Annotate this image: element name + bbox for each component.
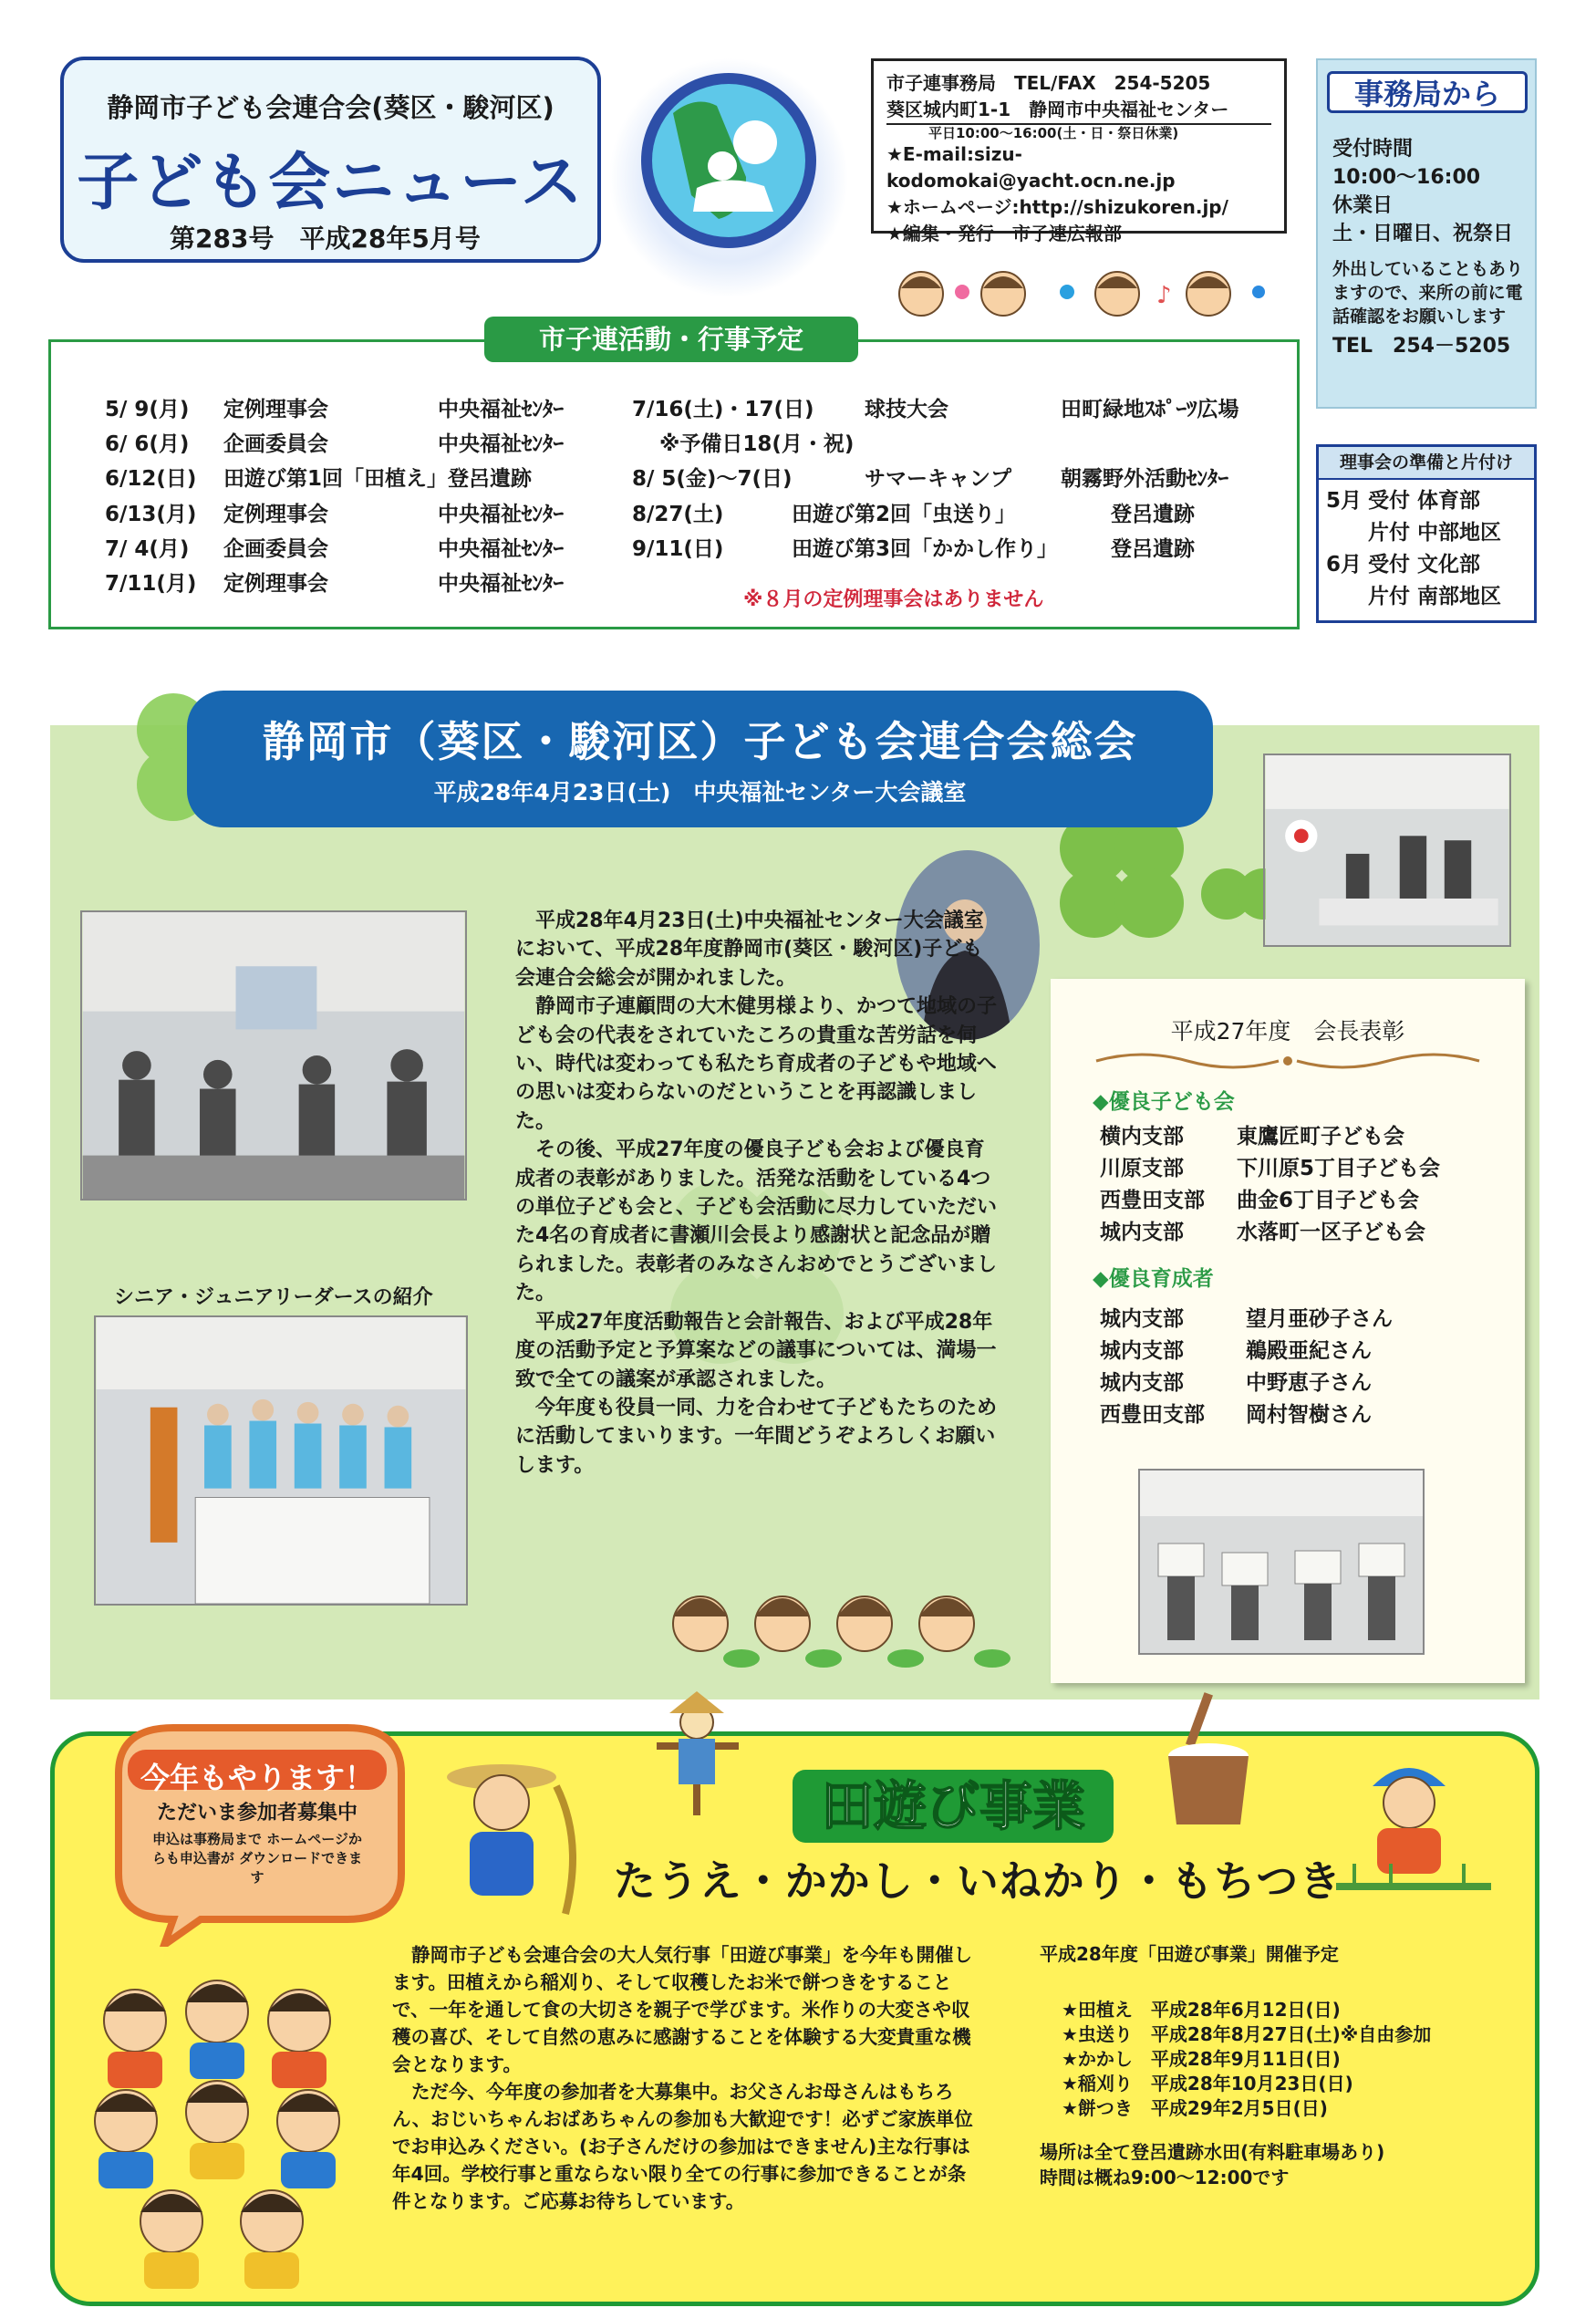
svg-text:♪: ♪ bbox=[1156, 282, 1172, 309]
schedule-row: 7/16(土)・17(日) 球技大会 田町緑地ｽﾎﾟｰﾂ広場 bbox=[632, 398, 1239, 421]
call-ahead-note: 外出していることもありますので、来所の前に電話確認をお願いします bbox=[1332, 259, 1524, 327]
tasobi-event: ★田植え 平成28年6月12日(日) bbox=[1062, 1999, 1341, 2021]
general-meeting-article bbox=[515, 907, 999, 1480]
meeting-hall-photo bbox=[80, 910, 467, 1201]
tasobi-event: ★かかし 平成28年9月11日(日) bbox=[1062, 2048, 1341, 2070]
award-title: 平成27年度 会長表彰 bbox=[1170, 1018, 1405, 1045]
general-meeting-title: 静岡市（葵区・駿河区）子ども会連合会総会 bbox=[262, 717, 1138, 766]
general-meeting-date: 平成28年4月23日(土) 中央福祉センター大会議室 bbox=[433, 779, 967, 806]
article-paragraph: 今年度も役員一同、力を合わせて子どもたちのために活動してまいります。一年間どうぞよろしくお願いします。 bbox=[515, 1396, 998, 1477]
schedule-row: 7/11(月) 定例理事会 中央福祉ｾﾝﾀｰ bbox=[105, 572, 564, 596]
prep-row: 5月 受付 体育部 bbox=[1326, 489, 1481, 513]
hours-value: 10:00～16:00 bbox=[1332, 166, 1481, 189]
article-paragraph: ただ今、今年度の参加者を大募集中。お父さんお母さんはもちろん、おじいちゃんおばあちゃんの参加も大歓迎です！必ずご家族単位でお申込みください。(お子さんだけの参加はできません)主な行事は年4回。学校行事と重ならない限り全ての行事に参加できることが条件となります。ご応募お待ちしています。 bbox=[392, 2081, 973, 2212]
schedule-row: 8/ 5(金)～7(日) サマーキャンプ 朝霧野外活動ｾﾝﾀｰ bbox=[632, 467, 1228, 491]
bubble-note: 申込は事務局まで ホームページからも申込書が ダウンロードできます bbox=[151, 1831, 363, 1886]
office-notice-heading: 事務局から bbox=[1327, 71, 1528, 113]
closed-label: 休業日 bbox=[1332, 194, 1394, 217]
schedule-row: 8/27(土) 田遊び第2回「虫送り」 登呂遺跡 bbox=[632, 503, 1195, 526]
article-paragraph: 静岡市子ども会連合会の大人気行事「田遊び事業」を今年も開催します。田植えから稲刈り、そして収穫したお米で餅つきをすることで、一年を通して食の大切さを親子で学びます。米作りの大変さや収穫の喜び、そして自然の恵みに感謝することを体験する大変貴重な機会となります。 bbox=[392, 1944, 972, 2075]
schedule-row: 7/ 4(月) 企画委員会 中央福祉ｾﾝﾀｰ bbox=[105, 537, 564, 561]
children-faces-decoration bbox=[894, 265, 1277, 319]
closed-value: 土・日曜日、祝祭日 bbox=[1332, 223, 1514, 245]
office-info bbox=[871, 58, 1287, 244]
newsletter-title: 子ども会ニュース bbox=[77, 147, 585, 219]
tasobi-event: ★稲刈り 平成28年10月23日(日) bbox=[1062, 2073, 1353, 2095]
office-hours: 平日10:00～16:00(土・日・祭日休業) bbox=[928, 125, 1179, 141]
schedule-row: 5/ 9(月) 定例理事会 中央福祉ｾﾝﾀｰ bbox=[105, 398, 564, 421]
hours-label: 受付時間 bbox=[1332, 138, 1414, 161]
award-entry: 横内支部 東鷹匠町子ども会 bbox=[1100, 1125, 1404, 1149]
schedule-title: 市子連活動・行事予定 bbox=[484, 317, 858, 362]
farmer-illustration bbox=[429, 1750, 611, 1923]
tasobi-title bbox=[789, 1766, 1117, 1846]
award-entry: 川原支部 下川原5丁目子ども会 bbox=[1100, 1157, 1441, 1180]
schedule-note: ※８月の定例理事会はありません bbox=[743, 588, 1044, 611]
award-entry: 城内支部 鵜殿亜紀さん bbox=[1100, 1339, 1372, 1363]
award-group-leaders: ◆優良育成者 bbox=[1093, 1267, 1214, 1291]
board-prep-box bbox=[1316, 444, 1537, 623]
office-editor: ★編集・発行 市子連広報部 bbox=[886, 223, 1122, 244]
general-meeting-banner bbox=[187, 691, 1213, 827]
rice-planting-boy-illustration bbox=[1336, 1750, 1491, 1905]
cheering-children-illustration bbox=[71, 1957, 372, 2294]
leaders-introduction-photo bbox=[94, 1315, 468, 1606]
prep-row: 片付 中部地区 bbox=[1368, 521, 1502, 545]
ornament-divider bbox=[1087, 1048, 1488, 1074]
award-entry: 城内支部 水落町一区子ども会 bbox=[1100, 1221, 1425, 1244]
tasobi-title-text: 田遊び事業 bbox=[820, 1775, 1086, 1837]
tasobi-schedule-title: 平成28年度「田遊び事業」開催予定 bbox=[1040, 1943, 1339, 1965]
award-card bbox=[1051, 979, 1525, 1683]
award-group-clubs: ◆優良子ども会 bbox=[1093, 1090, 1235, 1114]
org-name: 静岡市子ども会連合会(葵区・駿河区) bbox=[107, 92, 554, 123]
article-paragraph: 静岡市子連顧問の大木健男様より、かつて地域の子ども会の代表をされていたころの貴重な苦労話を伺い、時代は変わっても私たち育成者の子どもや地域への思いは変わらないのだということを再認識しました。 bbox=[515, 995, 998, 1133]
office-email[interactable]: ★E-mail:sizu-kodomokai@yacht.ocn.ne.jp bbox=[886, 143, 1176, 192]
tasobi-event: ★虫送り 平成28年8月27日(土)※自由参加 bbox=[1062, 2023, 1432, 2045]
schedule-row: 6/13(月) 定例理事会 中央福祉ｾﾝﾀｰ bbox=[105, 503, 564, 526]
board-prep-heading: 理事会の準備と片付け bbox=[1319, 447, 1534, 480]
prep-row: 片付 南部地区 bbox=[1368, 585, 1502, 608]
schedule-row: 6/ 6(月) 企画委員会 中央福祉ｾﾝﾀｰ bbox=[105, 432, 564, 456]
scarecrow-illustration bbox=[638, 1679, 757, 1815]
office-phone: TEL 254－5205 bbox=[1332, 335, 1511, 358]
office-address: 葵区城内町1-1 静岡市中央福祉センター bbox=[886, 97, 1271, 125]
tasobi-subtitle: たうえ・かかし・いねかり・もちつき bbox=[613, 1856, 1342, 1906]
recruiting-bubble bbox=[91, 1710, 423, 1947]
issue-number: 第283号 平成28年5月号 bbox=[170, 223, 481, 254]
photo-caption: シニア・ジュニアリーダースの紹介 bbox=[114, 1286, 433, 1309]
tasobi-event: ★餅つき 平成29年2月5日(日) bbox=[1062, 2097, 1328, 2119]
prep-row: 6月 受付 文化部 bbox=[1326, 553, 1481, 577]
schedule-row: 6/12(日) 田遊び第1回「田植え」登呂遺跡 bbox=[105, 467, 533, 491]
office-website[interactable]: ★ホームページ:http://shizukoren.jp/ bbox=[886, 196, 1228, 218]
article-paragraph: 平成28年4月23日(土)中央福祉センター大会議室において、平成28年度静岡市(葵区・駿河区)子ども会連合会総会が開かれました。 bbox=[515, 910, 984, 990]
award-entry: 西豊田支部 曲金6丁目子ども会 bbox=[1100, 1189, 1420, 1212]
tasobi-time: 時間は概ね9:00～12:00です bbox=[1040, 2167, 1290, 2188]
award-entry: 城内支部 望月亜砂子さん bbox=[1100, 1307, 1393, 1331]
office-tel: 市子連事務局 TEL/FAX 254-5205 bbox=[886, 72, 1211, 94]
tasobi-article bbox=[392, 1941, 976, 2215]
kodomokai-logo bbox=[609, 58, 848, 297]
children-illustration bbox=[664, 1580, 1029, 1671]
mochi-mortar-illustration bbox=[1158, 1692, 1259, 1829]
article-paragraph: 平成27年度活動報告と会計報告、および平成28年度の活動予定と予算案などの議事については、満場一致で全ての議案が承認されました。 bbox=[515, 1310, 997, 1391]
awardees-photo bbox=[1138, 1469, 1425, 1655]
tasobi-schedule bbox=[1040, 1941, 1514, 2190]
bubble-title: 今年もやります！ bbox=[140, 1761, 374, 1795]
tasobi-place: 場所は全て登呂遺跡水田(有料駐車場あり) bbox=[1040, 2141, 1385, 2163]
office-notice-box bbox=[1316, 58, 1537, 409]
award-entry: 城内支部 中野恵子さん bbox=[1100, 1371, 1372, 1395]
award-ceremony-photo bbox=[1263, 754, 1511, 947]
award-entry: 西豊田支部 岡村智樹さん bbox=[1100, 1403, 1372, 1427]
masthead bbox=[60, 57, 601, 263]
bubble-subtitle: ただいま参加者募集中 bbox=[156, 1802, 358, 1824]
article-paragraph: その後、平成27年度の優良子ども会および優良育成者の表彰がありました。活発な活動をしている4つの単位子ども会と、子ども会活動に尽力していただいた4名の育成者に書瀬川会長より感謝状と記念品が贈られました。表彰者のみなさんおめでとうございました。 bbox=[515, 1138, 998, 1305]
schedule-row: 9/11(日) 田遊び第3回「かかし作り」 登呂遺跡 bbox=[632, 537, 1195, 561]
